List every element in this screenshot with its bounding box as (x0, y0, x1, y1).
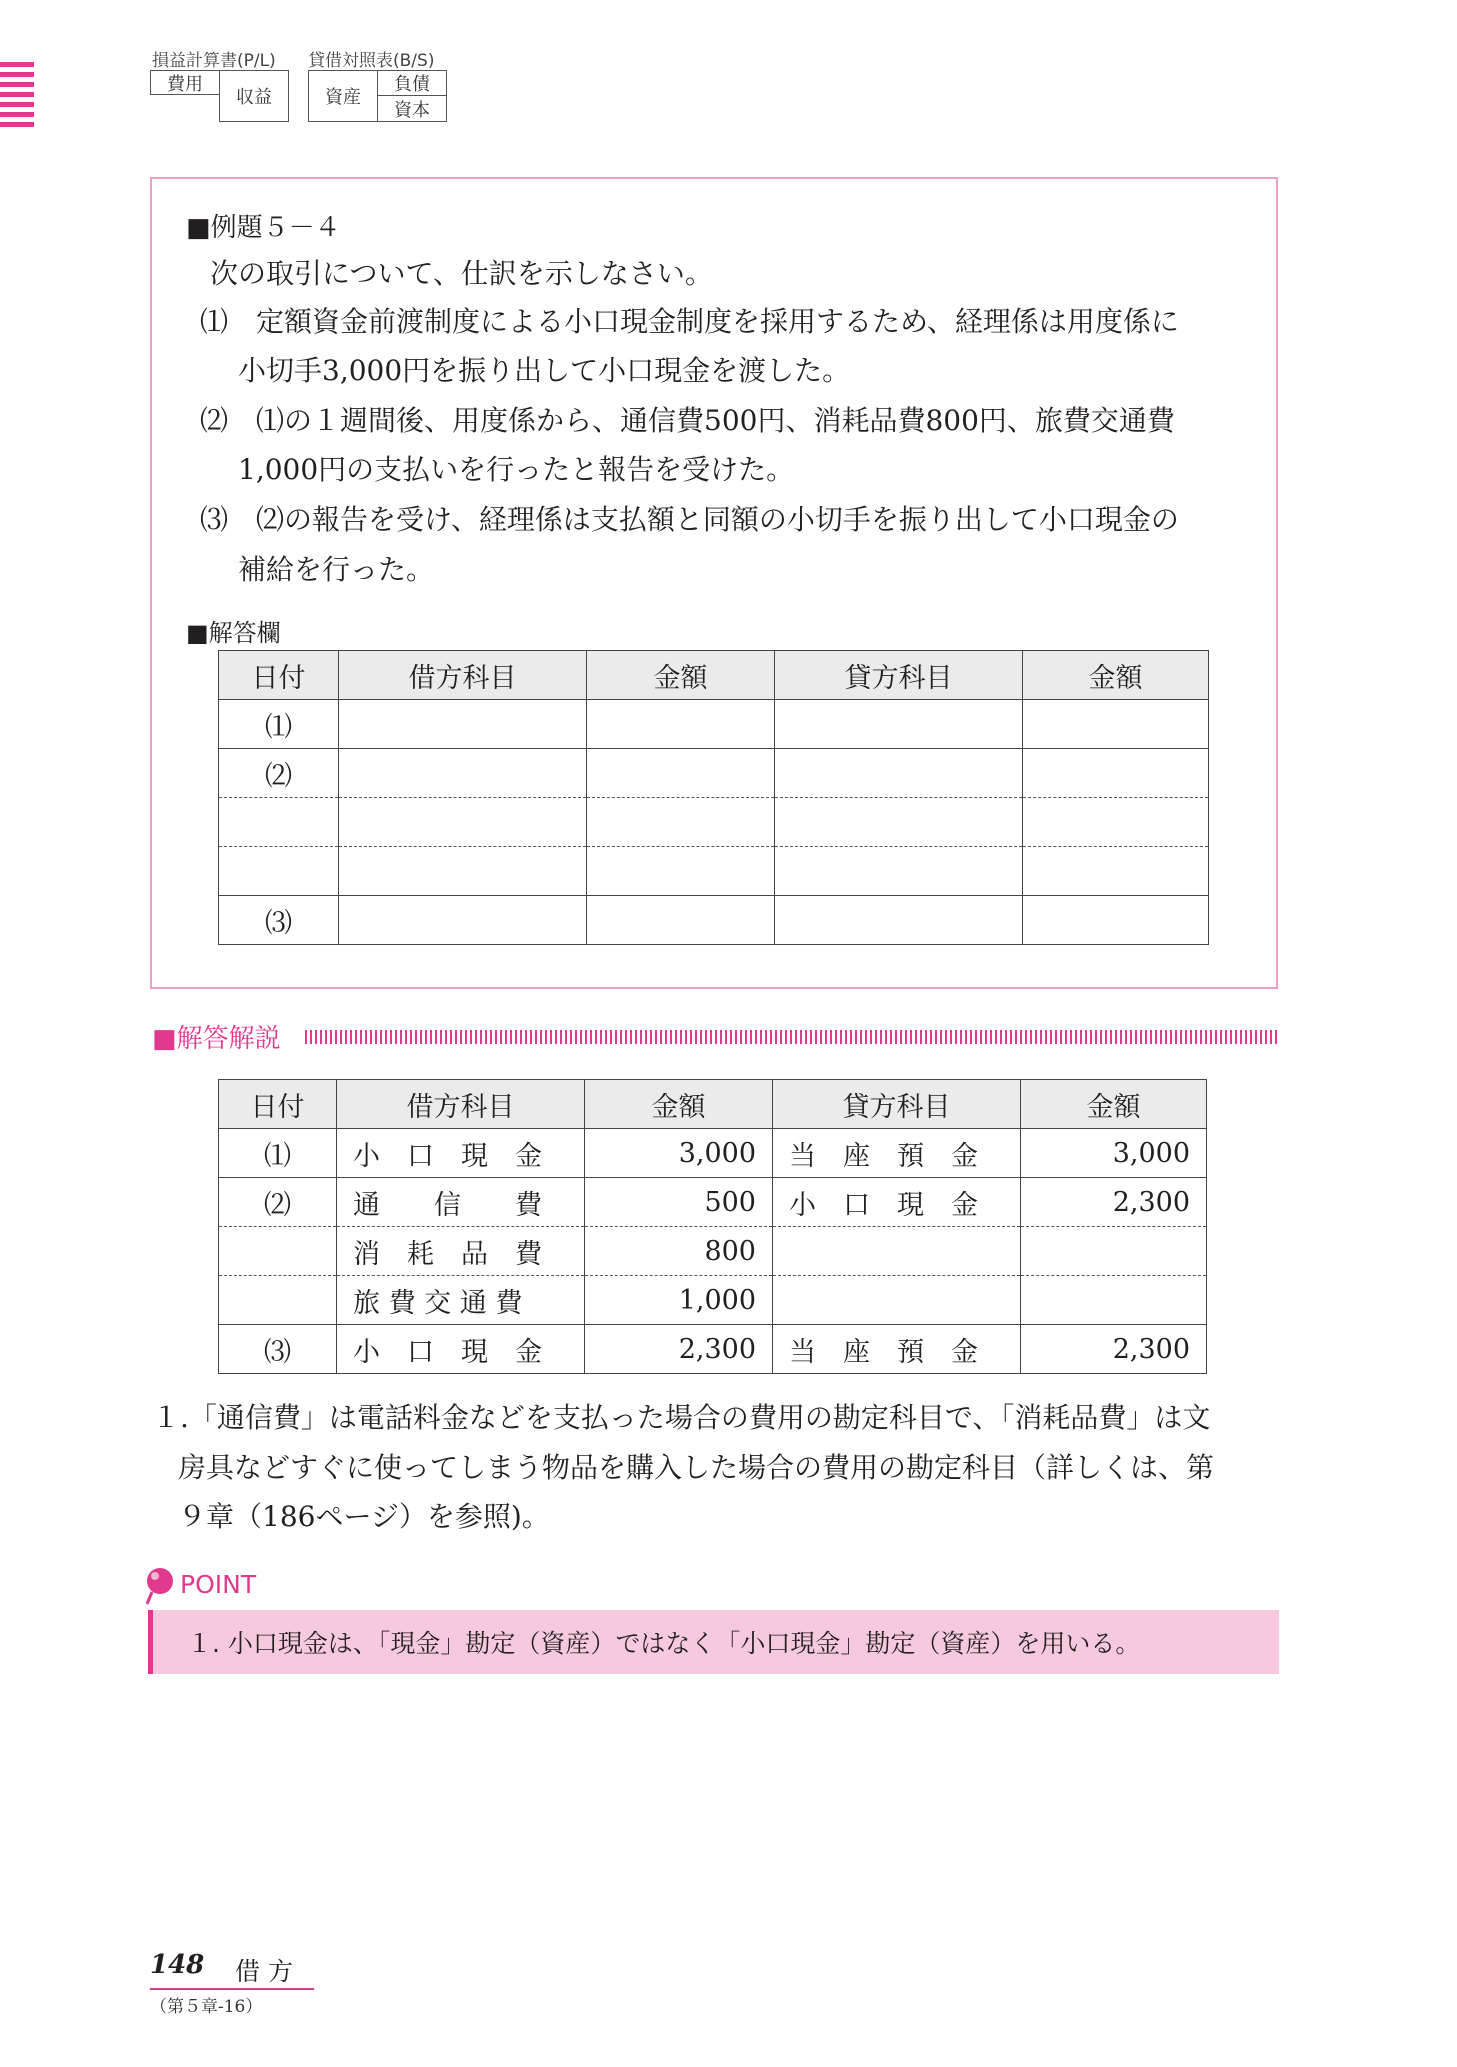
answer-debit-cell[interactable] (339, 700, 587, 749)
bs-capital: 資本 (377, 95, 447, 122)
point-label: POINT (180, 1570, 257, 1599)
answer-heading: ■解答欄 (186, 619, 281, 647)
example-line: ⑵ ⑴の１週間後、用度係から、通信費500円、消耗品費800円、旅費交通費 (200, 404, 1175, 437)
explanation-note: ９章（186ページ）を参照)。 (178, 1500, 550, 1533)
bs-title: 貸借対照表(B/S) (308, 51, 435, 71)
answer-debit-amount-cell[interactable] (587, 847, 775, 896)
solution-table (218, 1079, 1207, 1374)
answer-credit-amount-cell[interactable] (1023, 700, 1209, 749)
answer-row (219, 798, 1209, 847)
solution-row (219, 1276, 1207, 1325)
solution-row (219, 1325, 1207, 1374)
example-line: ⑶ ⑵の報告を受け、経理係は支払額と同額の小切手を振り出して小口現金の (200, 503, 1179, 536)
solution-credit-amount: 2,300 (1021, 1178, 1207, 1227)
pl-title: 損益計算書(P/L) (152, 51, 276, 71)
header-credit: 貸方科目 (775, 651, 1023, 700)
explanation-rule (305, 1030, 1280, 1044)
solution-debit-amount: 1,000 (585, 1276, 773, 1325)
solution-credit (773, 1276, 1021, 1325)
solution-date: ⑶ (219, 1325, 337, 1374)
solution-credit-amount: 2,300 (1021, 1325, 1207, 1374)
solution-credit-amount (1021, 1227, 1207, 1276)
example-line: 補給を行った。 (238, 553, 435, 586)
solution-row (219, 1129, 1207, 1178)
bs-liabilities: 負債 (377, 70, 447, 96)
solution-credit-amount: 3,000 (1021, 1129, 1207, 1178)
answer-credit-amount-cell[interactable] (1023, 749, 1209, 798)
bs-assets: 資産 (308, 70, 378, 122)
solution-debit-amount: 800 (585, 1227, 773, 1276)
solution-debit: 小 口 現 金 (337, 1129, 585, 1178)
header-date: 日付 (219, 1080, 337, 1129)
example-line: 1,000円の支払いを行ったと報告を受けた。 (238, 453, 795, 486)
pl-revenue: 収益 (219, 70, 289, 122)
answer-table-header (219, 651, 1209, 700)
example-instruction: 次の取引について、仕訳を示しなさい。 (210, 257, 713, 290)
answer-debit-cell[interactable] (339, 896, 587, 945)
solution-debit: 消 耗 品 費 (337, 1227, 585, 1276)
answer-date: ⑶ (219, 896, 339, 945)
solution-table-header (219, 1080, 1207, 1129)
example-line: ⑴ 定額資金前渡制度による小口現金制度を採用するため、経理係は用度係に (200, 305, 1179, 338)
example-line: 小切手3,000円を振り出して小口現金を渡した。 (238, 354, 851, 387)
answer-row (219, 700, 1209, 749)
footer-rule (150, 1988, 314, 1990)
header-credit-amount: 金額 (1021, 1080, 1207, 1129)
answer-date: ⑴ (219, 700, 339, 749)
solution-debit-amount: 3,000 (585, 1129, 773, 1178)
solution-debit: 通 信 費 (337, 1178, 585, 1227)
header-date: 日付 (219, 651, 339, 700)
answer-credit-amount-cell[interactable] (1023, 896, 1209, 945)
answer-date (219, 798, 339, 847)
point-text: １. 小口現金は、「現金」勘定（資産）ではなく「小口現金」勘定（資産）を用いる。 (187, 1629, 1141, 1658)
answer-debit-amount-cell[interactable] (587, 700, 775, 749)
edge-stripes (0, 62, 34, 132)
pl-expense: 費用 (150, 70, 220, 95)
solution-debit: 小 口 現 金 (337, 1325, 585, 1374)
solution-debit: 旅 費 交 通 費 (337, 1276, 585, 1325)
solution-row (219, 1178, 1207, 1227)
answer-debit-amount-cell[interactable] (587, 896, 775, 945)
point-box (148, 1610, 1279, 1674)
solution-credit-amount (1021, 1276, 1207, 1325)
footer-side-label: 借方 (235, 1957, 302, 1986)
header-debit: 借方科目 (337, 1080, 585, 1129)
solution-date (219, 1276, 337, 1325)
answer-debit-amount-cell[interactable] (587, 798, 775, 847)
solution-date: ⑴ (219, 1129, 337, 1178)
header-debit-amount: 金額 (585, 1080, 773, 1129)
explanation-note: 房具などすぐに使ってしまう物品を購入した場合の費用の勘定科目（詳しくは、第 (178, 1451, 1215, 1484)
answer-table (218, 650, 1209, 945)
answer-credit-cell[interactable] (775, 896, 1023, 945)
answer-row (219, 749, 1209, 798)
answer-row (219, 847, 1209, 896)
page-number: 148 (150, 1950, 205, 1980)
answer-credit-amount-cell[interactable] (1023, 798, 1209, 847)
answer-credit-cell[interactable] (775, 798, 1023, 847)
solution-date (219, 1227, 337, 1276)
header-debit: 借方科目 (339, 651, 587, 700)
solution-credit (773, 1227, 1021, 1276)
answer-credit-cell[interactable] (775, 749, 1023, 798)
answer-date (219, 847, 339, 896)
answer-credit-cell[interactable] (775, 847, 1023, 896)
explanation-title: ■解答解説 (152, 1024, 281, 1054)
header-credit: 貸方科目 (773, 1080, 1021, 1129)
answer-date: ⑵ (219, 749, 339, 798)
solution-credit: 当 座 預 金 (773, 1129, 1021, 1178)
answer-debit-cell[interactable] (339, 749, 587, 798)
answer-row (219, 896, 1209, 945)
answer-credit-cell[interactable] (775, 700, 1023, 749)
solution-row (219, 1227, 1207, 1276)
explanation-note: １.「通信費」は電話料金などを支払った場合の費用の勘定科目で、「消耗品費」は文 (152, 1401, 1211, 1434)
solution-debit-amount: 500 (585, 1178, 773, 1227)
answer-debit-cell[interactable] (339, 798, 587, 847)
header-debit-amount: 金額 (587, 651, 775, 700)
pushpin-icon (142, 1566, 178, 1606)
answer-credit-amount-cell[interactable] (1023, 847, 1209, 896)
header-credit-amount: 金額 (1023, 651, 1209, 700)
answer-debit-cell[interactable] (339, 847, 587, 896)
solution-credit: 当 座 預 金 (773, 1325, 1021, 1374)
solution-debit-amount: 2,300 (585, 1325, 773, 1374)
footer-chapter: （第５章-16） (150, 1997, 263, 2017)
example-title: ■例題５－４ (186, 213, 341, 243)
solution-credit: 小 口 現 金 (773, 1178, 1021, 1227)
solution-date: ⑵ (219, 1178, 337, 1227)
answer-debit-amount-cell[interactable] (587, 749, 775, 798)
